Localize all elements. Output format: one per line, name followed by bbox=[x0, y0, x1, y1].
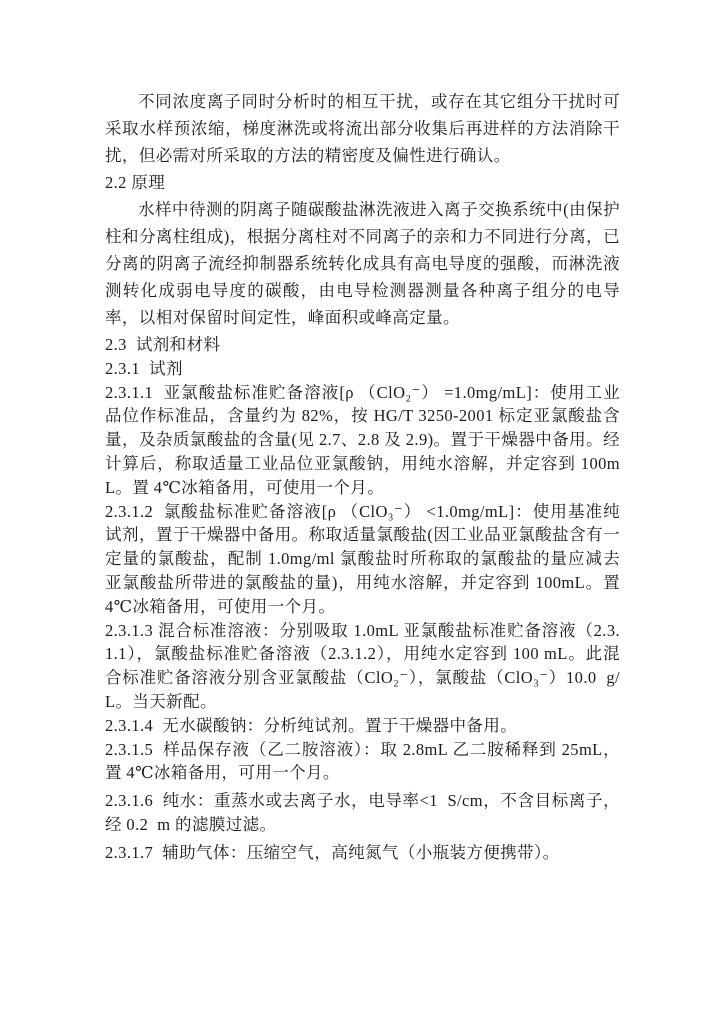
item-2-3-1-7-auxiliary-gases: 2.3.1.7 辅助气体：压缩空气，高纯氮气（小瓶装方便携带）。 bbox=[105, 842, 560, 862]
heading-2-3-reagents-materials: 2.3 试剂和材料 bbox=[105, 335, 221, 354]
heading-2-3-1-reagents: 2.3.1 试剂 bbox=[105, 358, 183, 378]
item-2-3-1-4-anhydrous-sodium-carbonate: 2.3.1.4 无水碳酸钠：分析纯试剂。置于干燥器中备用。 bbox=[105, 715, 518, 735]
paragraph-principle: 水样中待测的阴离子随碳酸盐淋洗液进入离子交换系统中(由保护柱和分离柱组成)，根据分离柱对不同离子的亲和力不同进行分离，已分离的阴离子流经抑制器系统转化成具有高电导度的强酸，而淋洗液测转化成弱电导度的碳酸，由电导检测器测量各种离子组分的电导率，以相对保留时间定性，峰面积或峰高定量。 bbox=[105, 200, 620, 327]
item-2-3-1-6-pure-water: 2.3.1.6 纯水：重蒸水或去离子水，电导率<1 S/cm，不含目标离子，经 0.2 m 的滤膜过滤。 bbox=[105, 791, 620, 834]
item-2-3-1-1-chlorite-stock-solution: 2.3.1.1 亚氯酸盐标准贮备溶液[ρ （ClO₂⁻） =1.0mg/mL]：使用工业品位作标准品，含量约为 82%，按 HG/T 3250-2001 标定亚氯酸盐含量，及杂质氯酸盐的含量(见 2.7、2.8 及 2.9)。置于干燥器中备用。经计算后，称取适量工业品位亚氯酸钠，用纯水溶解，并定容到 100mL。置 4℃冰箱备用，可使用一个月。 bbox=[105, 382, 620, 497]
item-2-3-1-3-mixed-standard-solution: 2.3.1.3 混合标准溶液：分别吸取 1.0mL 亚氯酸盐标准贮备溶液（2.3.1.1），氯酸盐标准贮备溶液（2.3.1.2），用纯水定容到 100 mL。此混合标准贮备溶液分别含亚氯酸盐（ClO₂⁻），氯酸盐（ClO₃⁻）10.0 g/L。当天新配。 bbox=[105, 620, 620, 711]
paragraph-interference: 不同浓度离子同时分析时的相互干扰，或存在其它组分干扰时可采取水样预浓缩，梯度淋洗或将流出部分收集后再进样的方法消除干扰，但必需对所采取的方法的精密度及偏性进行确认。 bbox=[105, 92, 620, 165]
item-2-3-1-5-sample-preservative: 2.3.1.5 样品保存液（乙二胺溶液）：取 2.8mL 乙二胺稀释到 25mL，置 4℃冰箱备用，可用一个月。 bbox=[105, 739, 620, 783]
heading-2-2-principle: 2.2 原理 bbox=[105, 173, 166, 192]
item-2-3-1-2-chlorate-stock-solution: 2.3.1.2 氯酸盐标准贮备溶液[ρ （ClO₃⁻） <1.0mg/mL]：使用基准纯试剂，置于干燥器中备用。称取适量氯酸盐(因工业品亚氯酸盐含有一定量的氯酸盐，配制 1.0mg/ml 氯酸盐时所称取的氯酸盐的量应减去亚氯酸盐所带进的氯酸盐的量)，用纯水溶解，并定容到 100mL。置 4℃冰箱备用，可使用一个月。 bbox=[105, 501, 625, 616]
